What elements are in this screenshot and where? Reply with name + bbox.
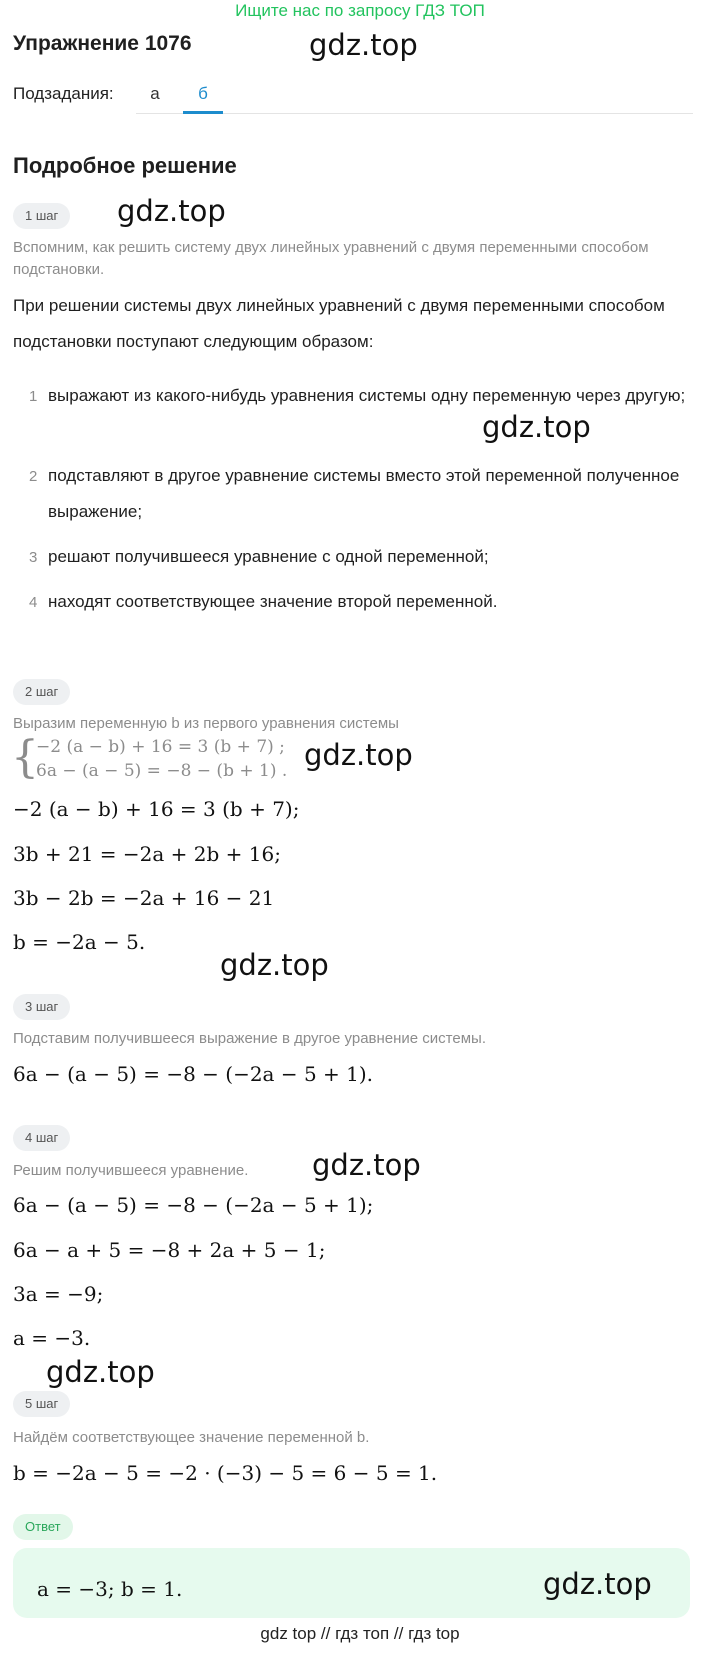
subtask-tab-b[interactable]: б — [198, 84, 208, 103]
step-hint: Подставим получившееся выражение в другое уравнение системы. — [13, 1030, 486, 1047]
math-line: 3b + 21 = −2a + 2b + 16; — [13, 842, 281, 866]
list-item-number: 1 — [29, 388, 38, 405]
math-line: 3b − 2b = −2a + 16 − 21 — [13, 886, 275, 910]
math-line: 3a = −9; — [13, 1282, 104, 1306]
system-equation: 6a − (a − 5) = −8 − (b + 1) . — [36, 761, 288, 781]
answer-badge: Ответ — [13, 1514, 73, 1540]
watermark: gdz.top — [220, 948, 329, 982]
list-item-number: 2 — [29, 468, 38, 485]
list-item: выражают из какого-нибудь уравнения системы одну переменную через другую; — [48, 386, 686, 405]
answer-text: a = −3; b = 1. — [37, 1577, 183, 1601]
step-text: При решении системы двух линейных уравнений с двумя переменными способом подстановки поступают следующим образом: — [13, 296, 665, 351]
list-item-number: 3 — [29, 549, 38, 566]
math-line: b = −2a − 5 = −2 · (−3) − 5 = 6 − 5 = 1. — [13, 1461, 438, 1485]
list-item: решают получившееся уравнение с одной переменной; — [48, 547, 489, 566]
step-hint: Найдём соответствующее значение переменной b. — [13, 1429, 370, 1446]
math-line: b = −2a − 5. — [13, 930, 146, 954]
watermark: gdz.top — [304, 738, 413, 772]
math-line: 6a − a + 5 = −8 + 2a + 5 − 1; — [13, 1238, 326, 1262]
step-hint: Решим получившееся уравнение. — [13, 1162, 249, 1179]
math-line: a = −3. — [13, 1326, 91, 1350]
promo-banner: Ищите нас по запросу ГДЗ ТОП — [235, 1, 485, 20]
list-item-number: 4 — [29, 594, 38, 611]
section-title: Подробное решение — [13, 153, 237, 178]
step-badge: 2 шаг — [13, 679, 70, 705]
system-equation: −2 (a − b) + 16 = 3 (b + 7) ; — [36, 737, 285, 757]
math-line: 6a − (a − 5) = −8 − (−2a − 5 + 1). — [13, 1062, 374, 1086]
watermark: gdz.top — [543, 1567, 652, 1601]
footer-links[interactable]: gdz top // гдз топ // гдз top — [260, 1624, 460, 1643]
watermark: gdz.top — [309, 28, 418, 62]
system-brace: { — [11, 732, 39, 783]
page-title: Упражнение 1076 — [13, 32, 192, 55]
step-badge: 1 шаг — [13, 203, 70, 229]
list-item: подставляют в другое уравнение системы вместо этой переменной полученное выражение; — [48, 466, 680, 521]
subtask-tab-a[interactable]: а — [150, 84, 160, 103]
math-line: −2 (a − b) + 16 = 3 (b + 7); — [13, 797, 300, 821]
list-item: находят соответствующее значение второй переменной. — [48, 592, 498, 611]
active-tab-indicator — [183, 111, 223, 114]
watermark: gdz.top — [46, 1355, 155, 1389]
step-hint: Вспомним, как решить систему двух линейных уравнений с двумя переменными способом подстановки. — [13, 239, 649, 278]
watermark: gdz.top — [117, 194, 226, 228]
math-line: 6a − (a − 5) = −8 − (−2a − 5 + 1); — [13, 1193, 374, 1217]
step-badge: 3 шаг — [13, 994, 70, 1020]
step-badge: 5 шаг — [13, 1391, 70, 1417]
watermark: gdz.top — [312, 1148, 421, 1182]
step-badge: 4 шаг — [13, 1125, 70, 1151]
step-hint: Выразим переменную b из первого уравнения системы — [13, 715, 399, 732]
subtasks-label: Подзадания: — [13, 84, 114, 103]
watermark: gdz.top — [482, 410, 591, 444]
